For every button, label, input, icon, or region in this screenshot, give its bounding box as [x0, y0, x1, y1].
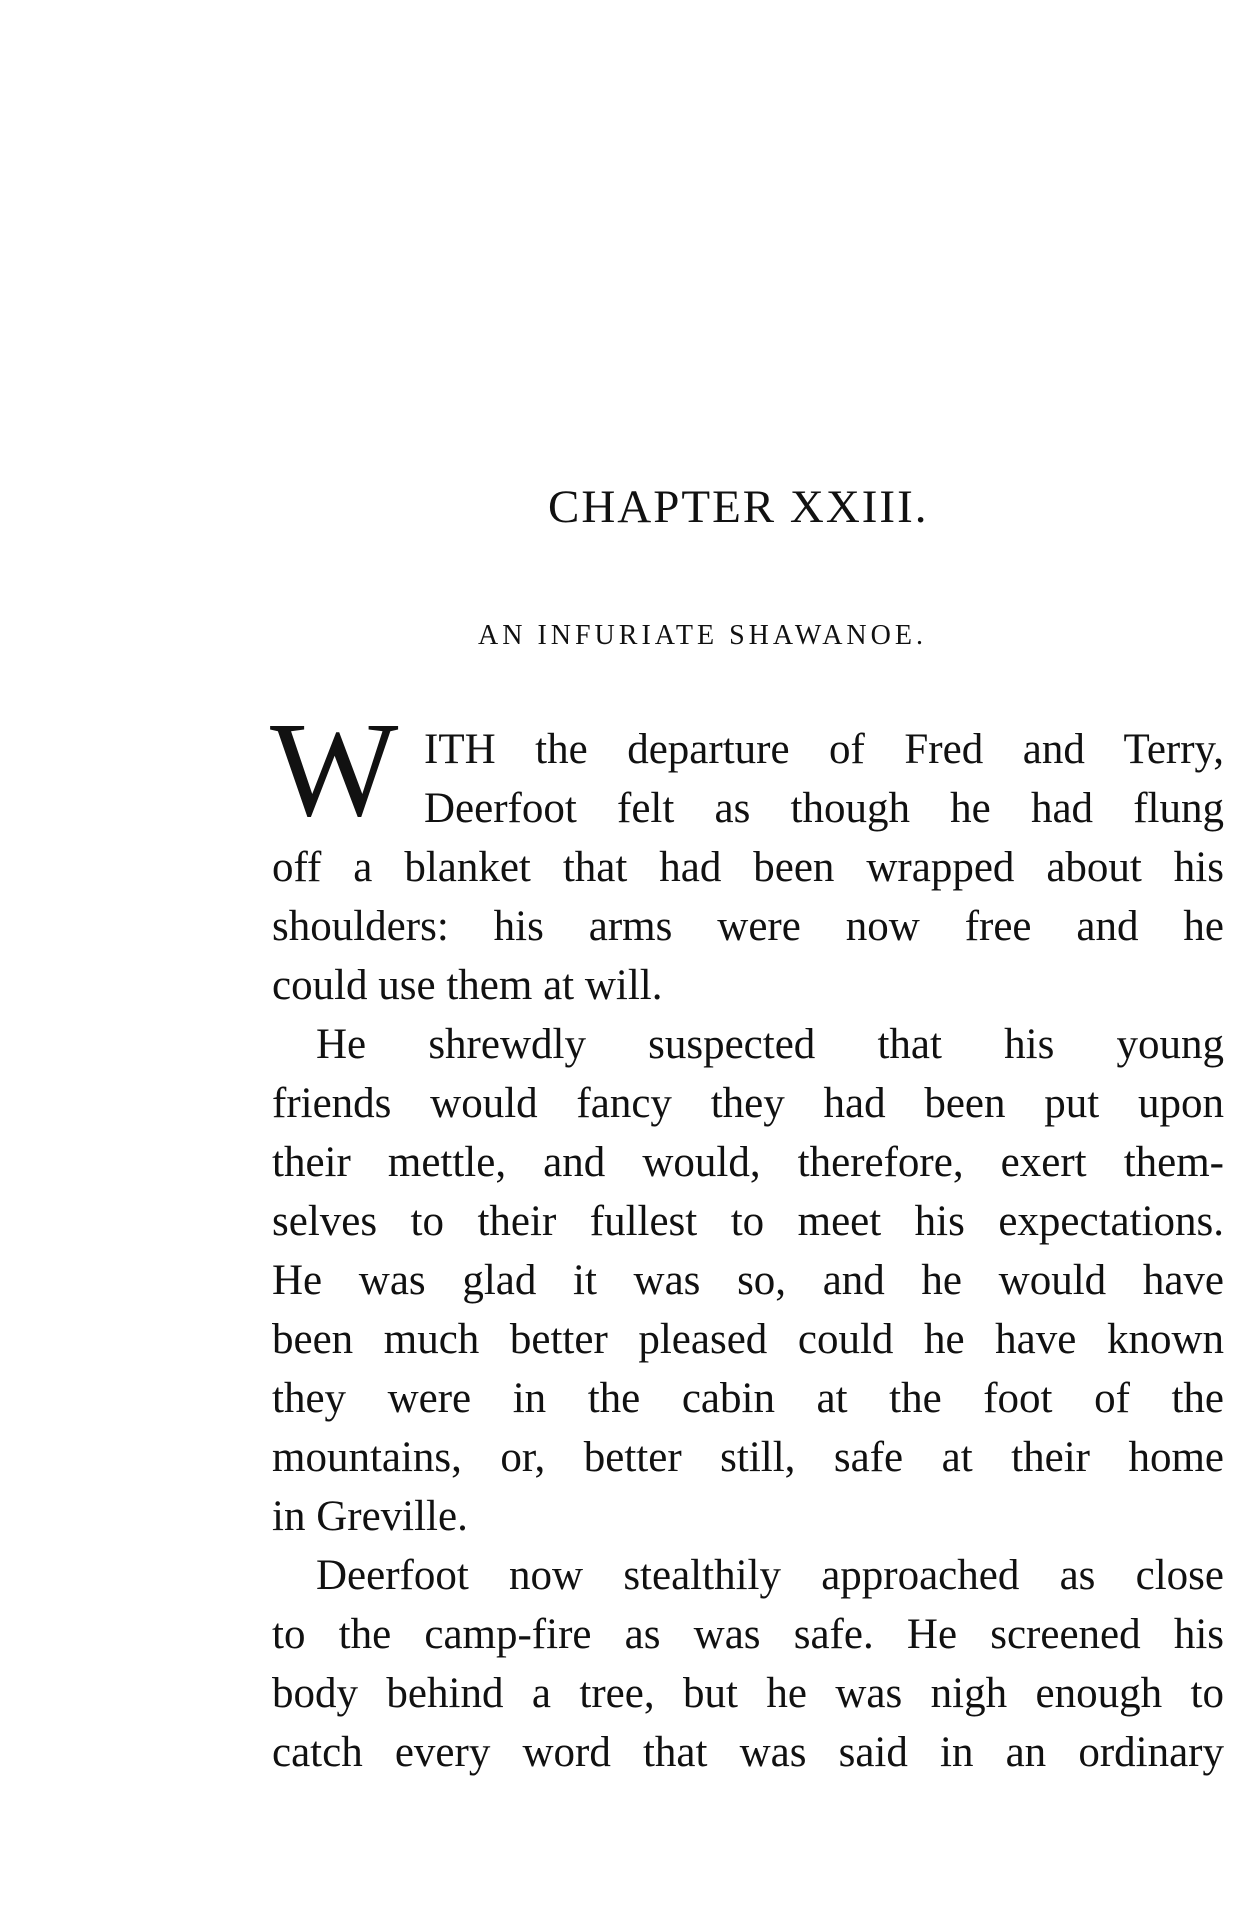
text-line: mountains, or, better still, safe at their home [272, 1434, 1224, 1481]
text-line: He shrewdly suspected that his young [316, 1021, 1224, 1068]
text-line: to the camp-fire as was safe. He screened his [272, 1611, 1224, 1658]
text-line: Deerfoot now stealthily approached as close [316, 1552, 1224, 1599]
text-line: they were in the cabin at the foot of the [272, 1375, 1224, 1422]
text-line: been much better pleased could he have known [272, 1316, 1224, 1363]
text-line: ITH the departure of Fred and Terry, [424, 726, 1224, 773]
drop-cap: W [270, 695, 399, 845]
chapter-text [272, 720, 1224, 1782]
text-line: in Greville. [272, 1493, 468, 1540]
text-line: He was glad it was so, and he would have [272, 1257, 1224, 1304]
text-line: could use them at will. [272, 962, 663, 1009]
text-line: friends would fancy they had been put upon [272, 1080, 1224, 1127]
chapter-heading: CHAPTER XXIII. [548, 481, 929, 533]
chapter-subtitle: AN INFURIATE SHAWANOE. [478, 620, 927, 651]
text-line: shoulders: his arms were now free and he [272, 903, 1224, 950]
text-line: Deerfoot felt as though he had flung [424, 785, 1224, 832]
text-line: catch every word that was said in an ordinary [272, 1729, 1224, 1776]
text-line: their mettle, and would, therefore, exert them- [272, 1139, 1224, 1186]
text-line: selves to their fullest to meet his expectations. [272, 1198, 1224, 1245]
text-line: body behind a tree, but he was nigh enough to [272, 1670, 1224, 1717]
text-line: off a blanket that had been wrapped about his [272, 844, 1224, 891]
